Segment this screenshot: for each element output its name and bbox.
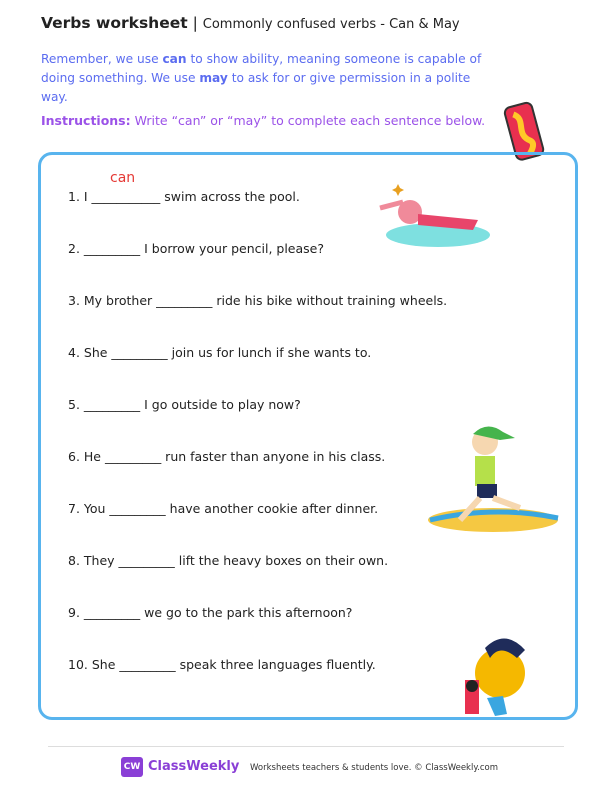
intro-may: may (199, 71, 228, 85)
question-item: 8. They _________ lift the heavy boxes on their own. (68, 553, 389, 568)
question-item: 2. _________ I borrow your pencil, please? (68, 241, 324, 256)
singer-icon (445, 628, 535, 720)
instructions-label: Instructions: (41, 113, 131, 128)
question-item: 9. _________ we go to the park this afternoon? (68, 605, 353, 620)
brand-name: ClassWeekly (148, 759, 240, 774)
footer-tagline: Worksheets teachers & students love. © ClassWeekly.com (250, 763, 499, 773)
swimmer-icon (378, 180, 493, 252)
question-item: 7. You _________ have another cookie after dinner. (68, 501, 379, 516)
title-main: Verbs worksheet (41, 14, 188, 32)
question-item: 10. She _________ speak three languages fluently. (68, 657, 376, 672)
intro-can: can (162, 52, 187, 66)
title-subtitle: Commonly confused verbs - Can & May (202, 17, 460, 32)
question-item: 5. _________ I go outside to play now? (68, 397, 301, 412)
runner-icon (425, 420, 560, 540)
question-item: 1. I ___________ swim across the pool. (68, 189, 300, 204)
page-title (41, 14, 460, 32)
example-answer: can (110, 170, 136, 186)
intro-text (41, 50, 491, 107)
question-item: 6. He _________ run faster than anyone in his class. (68, 449, 386, 464)
footer-divider (48, 746, 564, 747)
question-item: 4. She _________ join us for lunch if she wants to. (68, 345, 372, 360)
title-separator: | (192, 14, 198, 32)
intro-part: to ask for or give permission in a polite way. (41, 71, 471, 104)
classweekly-logo: CW (121, 757, 143, 777)
intro-part: Remember, we use (41, 52, 163, 66)
intro-part: to show ability, meaning someone is capable of doing something. We use (41, 52, 482, 85)
instructions (41, 113, 485, 128)
question-item: 3. My brother _________ ride his bike without training wheels. (68, 293, 448, 308)
instructions-text: Write “can” or “may” to complete each sentence below. (130, 113, 486, 128)
